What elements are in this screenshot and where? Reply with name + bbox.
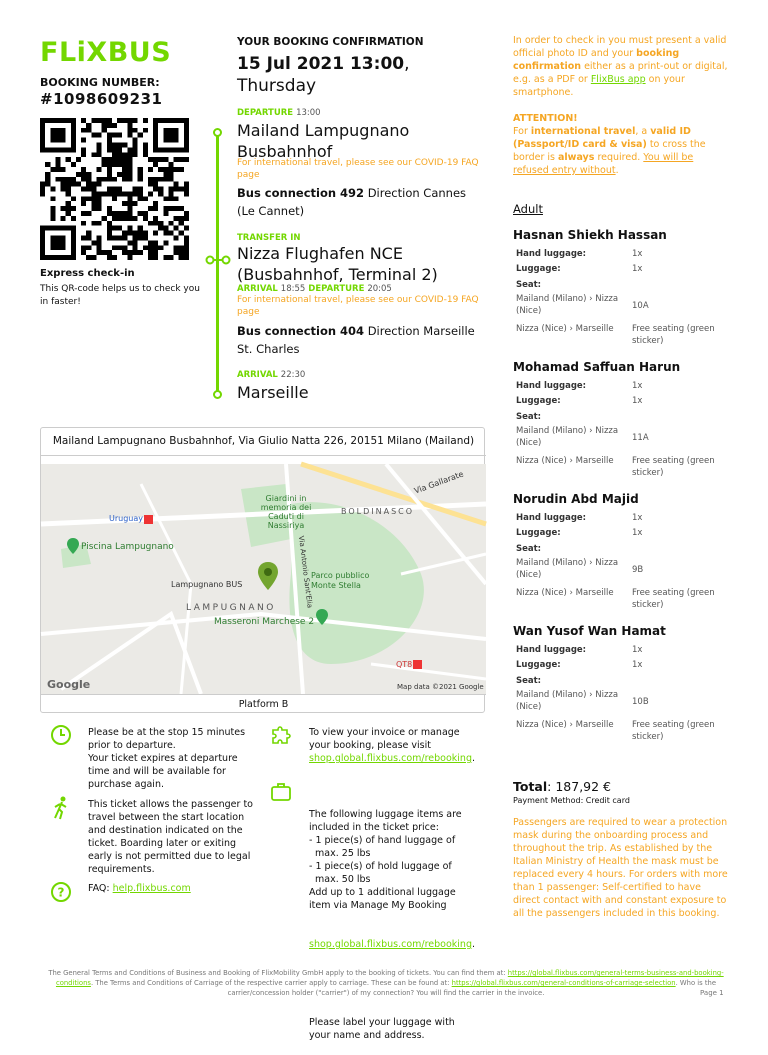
detail-value: 1x <box>632 528 643 538</box>
platform-label: Platform B <box>41 694 486 714</box>
detail-value: 1x <box>632 645 643 655</box>
detail-label: Luggage: <box>516 528 561 538</box>
map-label: Via Gallarate <box>413 469 465 496</box>
detail-value: 1x <box>632 396 643 406</box>
detail-label: Nizza (Nice) › Marseille <box>516 456 614 466</box>
map-label: Parco pubblico Monte Stella <box>311 571 370 590</box>
bus-connection-2: Bus connection 404 Direction Marseille St. Charles <box>237 324 475 356</box>
flixbus-app-link[interactable]: FlixBus app <box>590 74 646 85</box>
poi-pin-icon <box>316 609 328 625</box>
faq-link[interactable]: help.flixbus.com <box>112 883 191 894</box>
detail-value: Free seating (green sticker) <box>632 456 715 478</box>
detail-value: 1x <box>632 264 643 274</box>
covid-faq-link-2[interactable]: For international travel, please see our COVID-19 FAQ page <box>237 295 479 317</box>
map-label: LAMPUGNANO <box>186 603 276 613</box>
departure-dot <box>213 128 222 137</box>
passenger-details <box>516 644 731 744</box>
metro-icon <box>413 660 422 669</box>
map-label: QT8 <box>396 660 413 669</box>
terms-footer: The General Terms and Conditions of Business and Booking of FlixMobility GmbH apply to the booking of tickets. You can find them at: https://global.flixbus.com/general-terms-business-and-booking-conditions. The Terms and Conditions of Carriage of the respective carrier apply to carriage. These can be found at: https://global.flixbus.com/general-conditions-of-carriage-selection. Who is the carrier/concession holder ("carrier") of my connection? You will find the carrier in the invoice. <box>48 969 724 997</box>
luggage-info-text: The following luggage items are included in the ticket price: - 1 piece(s) of hand luggage of max. 25 lbs - 1 piece(s) of hold luggage of max. 50 lbs Add up to 1 additional luggage item via Manage My Booking shop.global.flixbus.com/rebooking. Please label your luggage with your name and address. <box>309 809 476 1041</box>
terms-link[interactable]: https://global.flixbus.com/general-terms-business-and-booking-conditions <box>55 969 724 987</box>
map-view[interactable] <box>41 464 486 694</box>
detail-label: Seat: <box>516 280 542 290</box>
detail-label: Mailand (Milano) › Nizza (Nice) <box>516 294 619 316</box>
map-address: Mailand Lampugnano Busbahnhof, Via Giulio Natta 226, 20151 Milano (Mailand) <box>41 428 486 456</box>
map-card <box>40 427 485 713</box>
detail-label: Nizza (Nice) › Marseille <box>516 720 614 730</box>
walking-person-icon <box>50 796 72 818</box>
luggage-icon <box>270 781 292 803</box>
booking-number-label: BOOKING NUMBER: <box>40 76 160 89</box>
rebooking-link-1[interactable]: shop.global.flixbus.com/rebooking <box>309 753 472 764</box>
transfer-times: ARRIVAL 18:55 DEPARTURE 20:05 <box>237 284 392 294</box>
detail-label: Luggage: <box>516 396 561 406</box>
stop-info-text: Please be at the stop 15 minutes prior to departure. Your ticket expires at departure time and will be available for purchase again. <box>88 727 246 790</box>
svg-text:FLiXBUS: FLiXBUS <box>40 37 172 68</box>
attention-notice: ATTENTION! For international travel, a valid ID (Passport/ID card & visa) to cross the border is always required. You will be refused entry without. <box>513 113 706 176</box>
page-number: Page 1 <box>700 989 724 997</box>
detail-value: Free seating (green sticker) <box>632 324 715 346</box>
map-label: Giardini in memoria dei Caduti di Nassiriya <box>260 494 312 530</box>
map-attribution: Map data ©2021 Google <box>397 683 484 691</box>
google-logo: Google <box>47 678 91 691</box>
arrival-label: ARRIVAL 22:30 <box>237 370 306 380</box>
departure-datetime <box>237 53 477 97</box>
passenger-name: Wan Yusof Wan Hamat <box>513 624 666 638</box>
detail-label: Hand luggage: <box>516 381 587 391</box>
svg-text:?: ? <box>57 885 65 900</box>
detail-label: Luggage: <box>516 660 561 670</box>
detail-label: Nizza (Nice) › Marseille <box>516 324 614 334</box>
payment-method: Payment Method: Credit card <box>513 796 630 805</box>
booking-number: #1098609231 <box>40 90 163 108</box>
bus-stop-pin[interactable] <box>258 562 278 590</box>
passenger-name: Norudin Abd Majid <box>513 492 639 506</box>
map-label: BOLDINASCO <box>341 507 415 516</box>
map-label: Lampugnano BUS <box>171 580 243 589</box>
help-icon <box>50 881 72 903</box>
poi-pin-icon <box>67 538 79 554</box>
passenger-category: Adult <box>513 202 543 216</box>
invoice-info-text: To view your invoice or manage your booking, please visit shop.global.flixbus.com/rebooking. <box>309 727 476 764</box>
total-price: Total: 187,92 € <box>513 779 612 794</box>
checkin-requirements: In order to check in you must present a valid official photo ID and your booking confirmation either as a print-out or digital, e.g. as a PDF or FlixBus app on your smartphone. <box>513 35 728 98</box>
detail-value: Free seating (green sticker) <box>632 588 715 610</box>
detail-value: 1x <box>632 660 643 670</box>
detail-label: Hand luggage: <box>516 249 587 259</box>
detail-label: Mailand (Milano) › Nizza (Nice) <box>516 426 619 448</box>
passenger-details <box>516 512 731 612</box>
faq-text: FAQ: help.flixbus.com <box>88 883 191 894</box>
detail-value: 10B <box>632 697 649 707</box>
transfer-stop: Nizza Flughafen NCE (Busbahnhof, Terminal 2) <box>237 244 438 284</box>
mask-notice: Passengers are required to wear a protection mask during the onboarding process and throughout the trip. As established by the Italian Ministry of Health the mask must be replaced every 4 hours. For orders with more than 1 passenger: Self-certified to have direct contact with and constant exposure to all the passengers included in this booking. <box>513 817 728 919</box>
puzzle-icon <box>270 724 292 746</box>
map-label: Via Antonio Sant'Elia <box>296 535 314 609</box>
express-checkin-text: This QR-code helps us to check you in faster! <box>40 284 200 307</box>
ticket-info-text: This ticket allows the passenger to travel between the start location and destination indicated on the ticket. Boarding later or exiting early is not permitted due to legal requirements. <box>88 799 253 875</box>
detail-label: Seat: <box>516 676 542 686</box>
confirmation-title: YOUR BOOKING CONFIRMATION <box>237 36 424 48</box>
bus-connection-1: Bus connection 492 Direction Cannes (Le Cannet) <box>237 186 467 218</box>
detail-label: Seat: <box>516 412 542 422</box>
detail-value: 1x <box>632 249 643 259</box>
detail-value: 11A <box>632 433 649 443</box>
detail-value: 10A <box>632 301 649 311</box>
detail-value: 9B <box>632 565 644 575</box>
refused-entry-link[interactable]: You will be refused entry without <box>513 152 694 176</box>
detail-label: Mailand (Milano) › Nizza (Nice) <box>516 558 619 580</box>
detail-value: 1x <box>632 381 643 391</box>
metro-icon <box>144 515 153 524</box>
transfer-label: TRANSFER IN <box>237 233 301 243</box>
departure-stop: Mailand Lampugnano Busbahnhof <box>237 121 410 161</box>
map-label: Uruguay <box>109 514 143 523</box>
detail-value: Free seating (green sticker) <box>632 720 715 742</box>
carriage-link[interactable]: https://global.flixbus.com/general-conditions-of-carriage-selection <box>451 979 676 987</box>
clock-icon <box>50 724 72 746</box>
arrival-stop: Marseille <box>237 383 309 402</box>
rebooking-link-2[interactable]: shop.global.flixbus.com/rebooking <box>309 939 472 950</box>
qr-code <box>40 118 189 260</box>
passenger-details <box>516 248 731 348</box>
departure-day: , Thursday <box>237 54 410 96</box>
express-checkin-title: Express check-in <box>40 268 135 279</box>
flixbus-logo <box>40 36 190 66</box>
map-label: Piscina Lampugnano <box>81 542 174 552</box>
detail-label: Nizza (Nice) › Marseille <box>516 588 614 598</box>
detail-label: Luggage: <box>516 264 561 274</box>
arrival-dot <box>213 390 222 399</box>
detail-label: Mailand (Milano) › Nizza (Nice) <box>516 690 619 712</box>
map-label: Masseroni Marchese 2 <box>214 617 315 627</box>
passenger-name: Hasnan Shiekh Hassan <box>513 228 667 242</box>
departure-label: DEPARTURE 13:00 <box>237 108 321 118</box>
detail-value: 1x <box>632 513 643 523</box>
passenger-details <box>516 380 731 480</box>
detail-label: Hand luggage: <box>516 513 587 523</box>
detail-label: Hand luggage: <box>516 645 587 655</box>
covid-faq-link-1[interactable]: For international travel, please see our COVID-19 FAQ page <box>237 158 479 180</box>
passenger-name: Mohamad Saffuan Harun <box>513 360 681 374</box>
detail-label: Seat: <box>516 544 542 554</box>
departure-date: 15 Jul 2021 13:00 <box>237 54 405 74</box>
transfer-icon <box>205 251 231 263</box>
